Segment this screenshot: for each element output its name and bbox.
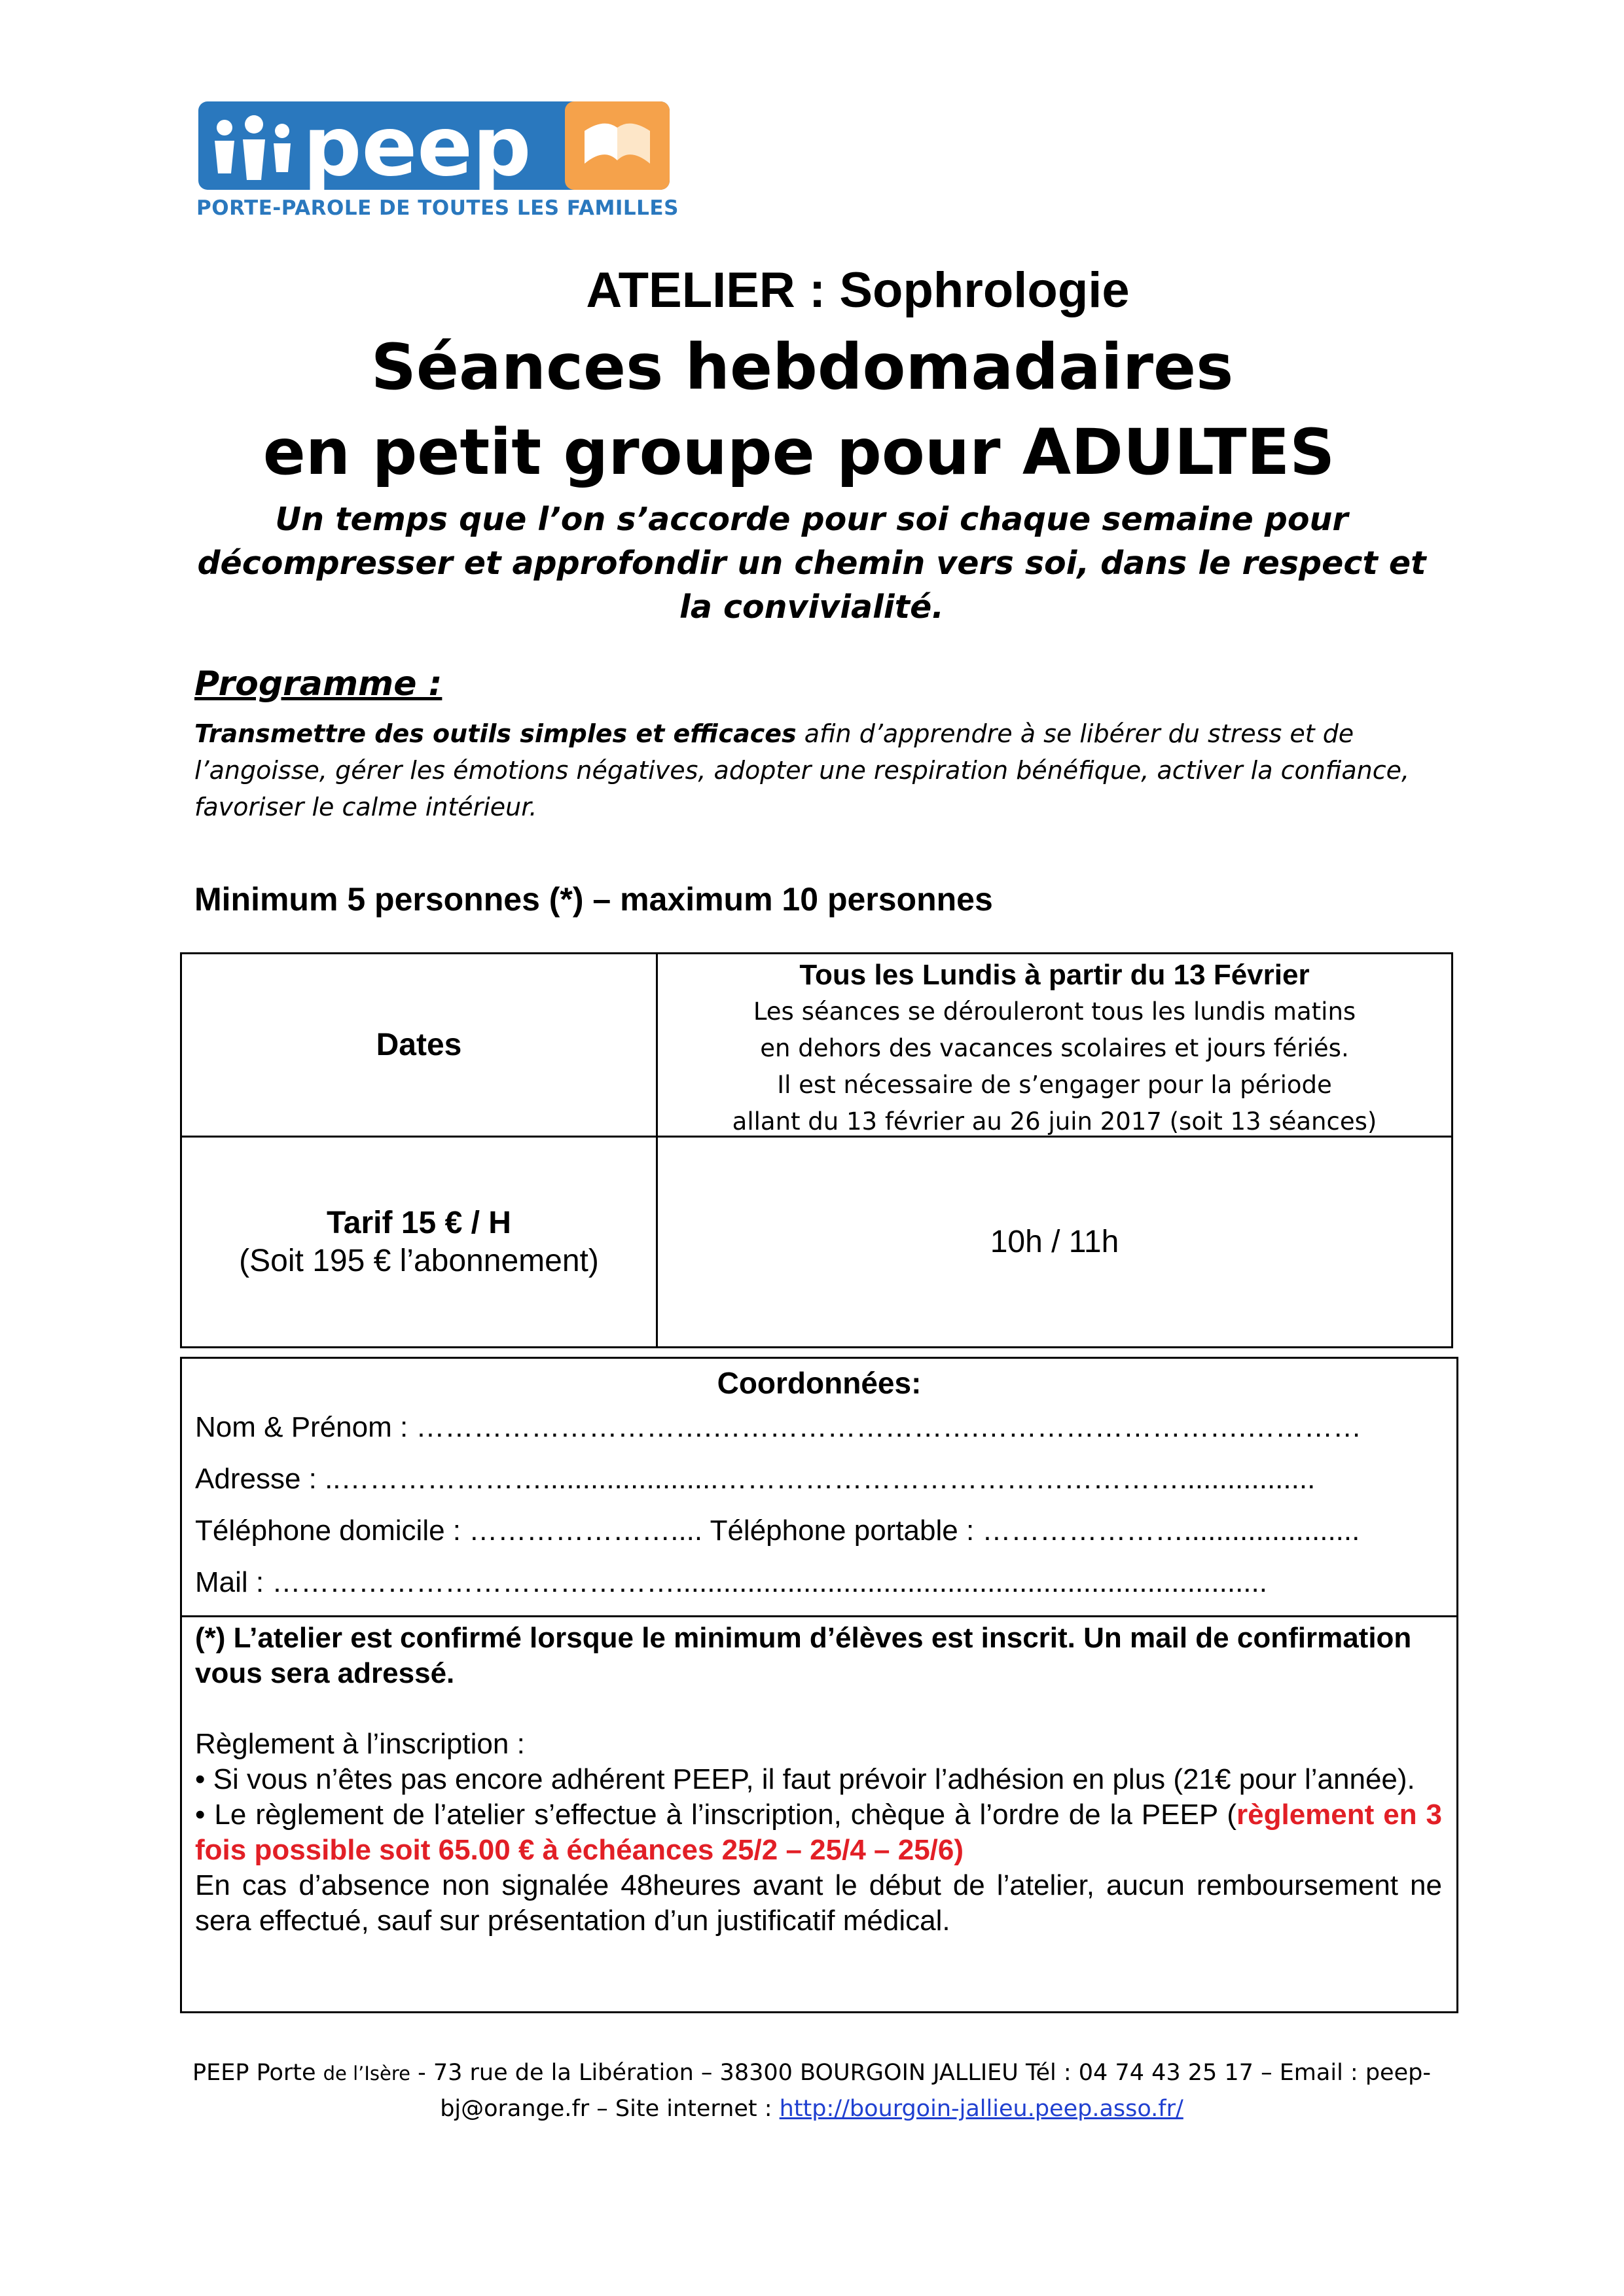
dates-label-cell (182, 954, 658, 1138)
programme-body: afin d’apprendre à se libérer du stress et de l’angoisse, gérer les émotions négatives, adopter une respiration bénéfique, activer la confiance, favoriser le calme intérieur. (194, 719, 1410, 821)
dates-title: Tous les Lundis à partir du 13 Février (799, 959, 1310, 991)
bullet-item (195, 1797, 1442, 1868)
logo-tagline: PORTE-PAROLE DE TOUTES LES FAMILLES (196, 196, 679, 220)
programme-lead: Transmettre des outils simples et efficaces (194, 719, 797, 748)
atelier-title: ATELIER : Sophrologie (586, 262, 1130, 318)
dates-value-cell (658, 954, 1451, 1138)
website-link[interactable]: http://bourgoin-jallieu.peep.asso.fr/ (779, 2096, 1183, 2122)
name-field[interactable]: Nom & Prénom : ………………………….……………………….……………………….………… (195, 1411, 1362, 1443)
address-field[interactable]: Adresse : ..…………………......................…………………………………………................. (195, 1463, 1316, 1495)
installment-highlight: règlement en 3 fois possible soit 65.00 € à échéances 25/2 – 25/4 – 25/6) (195, 1799, 1442, 1866)
bullet-icon: • (195, 1799, 215, 1831)
programme-heading: Programme : (194, 664, 442, 704)
dates-line: Les séances se dérouleront tous les lundis matins (753, 997, 1356, 1026)
phone-field[interactable]: Téléphone domicile : ………………….... Téléphone portable : …………………...................... (195, 1515, 1360, 1547)
reglement-heading: Règlement à l’inscription : (195, 1728, 525, 1760)
contact-heading: Coordonnées: (717, 1366, 922, 1400)
dates-label: Dates (376, 1028, 462, 1062)
bullet-item (195, 1762, 1442, 1797)
footer-text: PEEP Porte (192, 2060, 323, 2086)
notice-section (195, 1621, 1442, 1939)
capacity-text: Minimum 5 personnes (*) – maximum 10 personnes (194, 881, 993, 918)
bullet-icon: • (195, 1763, 213, 1795)
intro-text: Un temps que l’on s’accorde pour soi chaque semaine pour décompresser et approfondir un chemin vers soi, dans le respect et la convivialité. (197, 501, 1426, 626)
absence-notice: En cas d’absence non signalée 48heures avant le début de l’atelier, aucun remboursement ne sera effectué, sauf sur présentation d’un justificatif médical. (195, 1869, 1442, 1937)
tarif-label: Tarif 15 € / H (327, 1205, 511, 1240)
tarif-cell (182, 1138, 658, 1346)
dates-line: Il est nécessaire de s’engager pour la période (777, 1071, 1332, 1099)
confirmation-notice: (*) L’atelier est confirmé lorsque le minimum d’élèves est inscrit. Un mail de confirmation vous sera adressé. (195, 1622, 1412, 1689)
headline-primary: Séances hebdomadaires (370, 331, 1234, 404)
mail-field[interactable]: Mail : …………………………………….......................................................................... (195, 1566, 1267, 1598)
dates-line: allant du 13 février au 26 juin 2017 (soit 13 séances) (732, 1107, 1377, 1136)
footer-text-small: de l’Isère (323, 2062, 410, 2085)
bullet-text: Le règlement de l’atelier s’effectue à l’inscription, chèque à l’ordre de la PEEP ( (214, 1799, 1236, 1831)
footer (190, 2055, 1434, 2126)
bullet-text: Si vous n’êtes pas encore adhérent PEEP, il faut prévoir l’adhésion en plus (21€ pour l’année). (213, 1763, 1415, 1795)
dates-line: en dehors des vacances scolaires et jours fériés. (760, 1034, 1349, 1062)
divider (182, 1615, 1456, 1617)
info-table (180, 952, 1453, 1348)
tarif-detail: (Soit 195 € l’abonnement) (239, 1243, 599, 1278)
hours-cell (658, 1138, 1451, 1346)
headline-secondary: en petit groupe pour ADULTES (262, 416, 1335, 489)
svg-text:peep: peep (303, 101, 532, 194)
hours-value: 10h / 11h (990, 1225, 1119, 1259)
contact-box (180, 1357, 1458, 2013)
programme-text (194, 715, 1451, 825)
footer-text: - 73 rue de la Libération – 38300 BOURGOIN JALLIEU Tél : 04 74 43 25 17 – Email : peep-bj@orange.fr – Site internet : (410, 2060, 1431, 2122)
